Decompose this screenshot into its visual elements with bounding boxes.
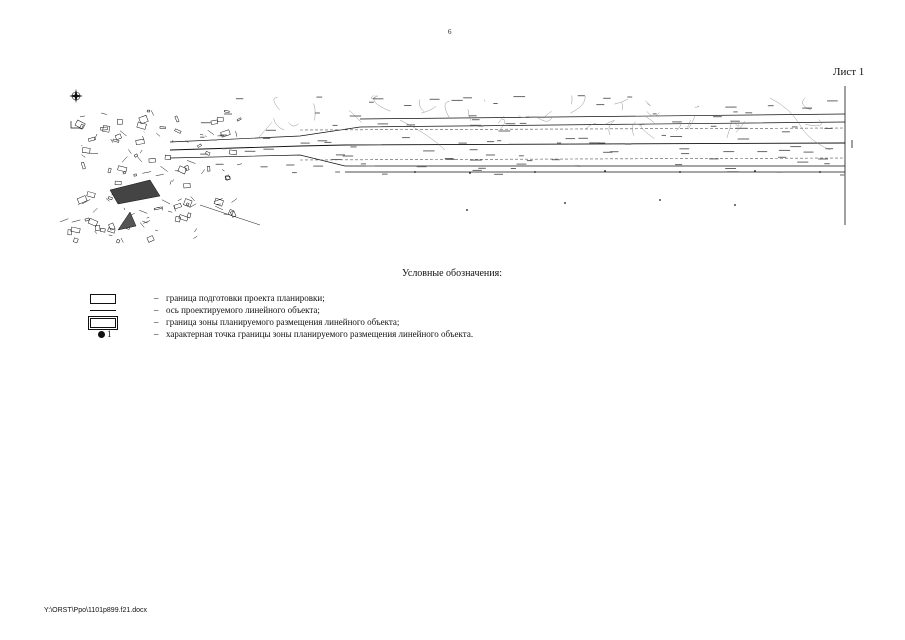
axis-line-icon [90, 306, 116, 316]
legend-text: характерная точка границы зоны планируемого размещения линейного объекта. [166, 329, 474, 339]
boundary-points [414, 170, 821, 211]
survey-annotations [200, 95, 845, 175]
topographic-map [0, 0, 905, 250]
legend-item [88, 305, 548, 317]
rectangle-boundary-icon [90, 294, 116, 304]
legend-text: граница подготовки проекта планировки; [166, 293, 325, 303]
north-arrow-icon [69, 89, 83, 103]
sheet-label: Лист 1 [833, 66, 865, 78]
legend-dash: – [154, 293, 159, 303]
marker-label: 1 [107, 329, 112, 339]
legend [88, 293, 548, 341]
legend-text: ось проектируемого линейного объекта; [166, 305, 320, 315]
legend-dash: – [154, 329, 159, 339]
legend-item [88, 317, 548, 329]
point-marker-icon [90, 330, 116, 340]
legend-dash: – [154, 305, 159, 315]
legend-text: граница зоны планируемого размещения линейного объекта; [166, 317, 400, 327]
settlement-area [60, 110, 260, 243]
sheet-edge-line [845, 86, 852, 225]
legend-title: Условные обозначения: [402, 268, 503, 279]
page-number: 6 [448, 28, 452, 36]
terrain-lines [258, 95, 830, 150]
legend-item [88, 293, 548, 305]
double-boundary-icon [90, 318, 116, 328]
legend-item [88, 329, 548, 341]
legend-dash: – [154, 317, 159, 327]
footer-file-path: Y:\ORST\Ppo\1101p899.f21.docx [44, 607, 147, 614]
